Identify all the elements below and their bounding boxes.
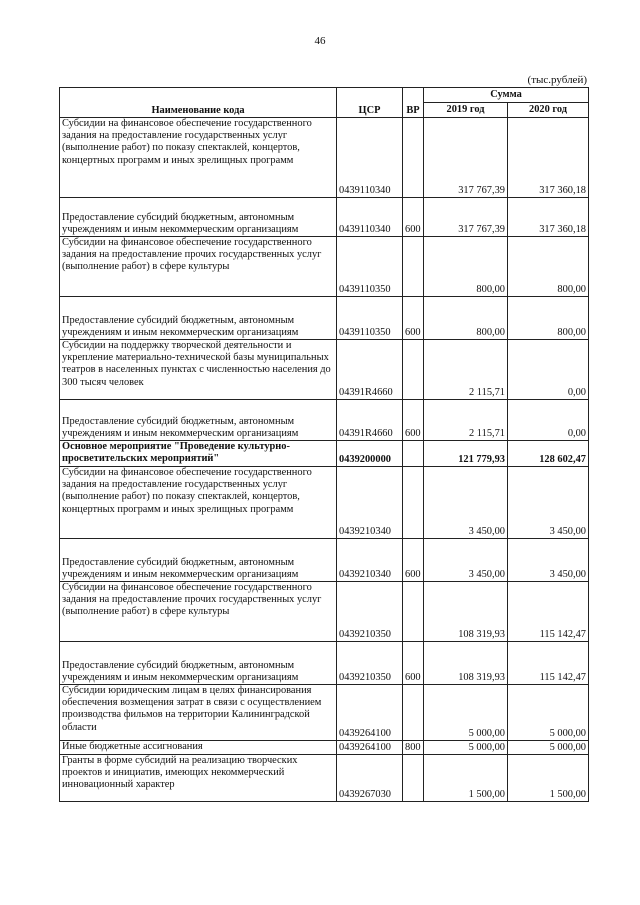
row-2020: 3 450,00 <box>508 467 589 539</box>
row-vr: 600 <box>403 539 424 582</box>
row-2019: 317 767,39 <box>424 198 508 237</box>
row-name: Субсидии на финансовое обеспечение государственного задания на предоставление прочих государственных услуг (выполнение работ) в сфере культуры <box>60 582 337 642</box>
row-csr: 0439110340 <box>337 118 403 198</box>
table-row <box>60 582 589 642</box>
row-csr: 0439200000 <box>337 441 403 467</box>
header-2019: 2019 год <box>424 103 508 118</box>
table-row <box>60 741 589 755</box>
row-vr <box>403 340 424 400</box>
row-csr: 0439210350 <box>337 582 403 642</box>
row-vr: 600 <box>403 400 424 441</box>
row-name: Основное мероприятие "Проведение культурно-просветительских мероприятий" <box>60 441 337 467</box>
row-vr <box>403 755 424 802</box>
row-2019: 800,00 <box>424 297 508 340</box>
row-name: Субсидии на финансовое обеспечение государственного задания на предоставление государственных услуг (выполнение работ) по показу спектаклей, концертов, концертных программ и иных зрелищных программ <box>60 118 337 198</box>
row-2020: 3 450,00 <box>508 539 589 582</box>
row-name: Предоставление субсидий бюджетным, автономным учреждениям и иным некоммерческим организациям <box>60 642 337 685</box>
row-vr <box>403 237 424 297</box>
row-2020: 5 000,00 <box>508 685 589 741</box>
table-row <box>60 400 589 441</box>
row-vr: 600 <box>403 198 424 237</box>
row-name: Предоставление субсидий бюджетным, автономным учреждениям и иным некоммерческим организациям <box>60 297 337 340</box>
row-2019: 108 319,93 <box>424 642 508 685</box>
row-vr: 600 <box>403 297 424 340</box>
row-2020: 800,00 <box>508 297 589 340</box>
row-2020: 0,00 <box>508 340 589 400</box>
row-2019: 1 500,00 <box>424 755 508 802</box>
table-row <box>60 198 589 237</box>
row-vr <box>403 582 424 642</box>
header-sum: Сумма <box>424 88 589 103</box>
row-2019: 2 115,71 <box>424 340 508 400</box>
row-csr: 0439110340 <box>337 198 403 237</box>
table-row <box>60 467 589 539</box>
row-name: Предоставление субсидий бюджетным, автономным учреждениям и иным некоммерческим организациям <box>60 198 337 237</box>
row-2020: 317 360,18 <box>508 198 589 237</box>
row-2020: 0,00 <box>508 400 589 441</box>
table-row <box>60 441 589 467</box>
row-2019: 800,00 <box>424 237 508 297</box>
row-2019: 317 767,39 <box>424 118 508 198</box>
row-2019: 3 450,00 <box>424 467 508 539</box>
row-2019: 108 319,93 <box>424 582 508 642</box>
row-name: Субсидии на поддержку творческой деятельности и укрепление материально-технической базы муниципальных театров в населенных пунктах с численностью населения до 300 тысяч человек <box>60 340 337 400</box>
row-vr <box>403 118 424 198</box>
row-csr: 0439264100 <box>337 685 403 741</box>
row-vr <box>403 441 424 467</box>
row-name: Субсидии на финансовое обеспечение государственного задания на предоставление государственных услуг (выполнение работ) по показу спектаклей, концертов, концертных программ и иных зрелищных программ <box>60 467 337 539</box>
row-2020: 115 142,47 <box>508 642 589 685</box>
row-2019: 5 000,00 <box>424 685 508 741</box>
row-csr: 0439264100 <box>337 741 403 755</box>
row-2020: 115 142,47 <box>508 582 589 642</box>
header-vr: ВР <box>403 88 424 118</box>
row-name: Субсидии юридическим лицам в целях финансирования обеспечения возмещения затрат в связи с осуществлением производства фильмов на территории Калининградской области <box>60 685 337 741</box>
header-name: Наименование кода <box>60 88 337 118</box>
row-2019: 3 450,00 <box>424 539 508 582</box>
row-vr <box>403 685 424 741</box>
row-2020: 1 500,00 <box>508 755 589 802</box>
row-vr: 800 <box>403 741 424 755</box>
row-2019: 121 779,93 <box>424 441 508 467</box>
table-row <box>60 755 589 802</box>
row-csr: 0439210350 <box>337 642 403 685</box>
table-row <box>60 340 589 400</box>
row-csr: 04391R4660 <box>337 340 403 400</box>
row-csr: 0439110350 <box>337 297 403 340</box>
header-2020: 2020 год <box>508 103 589 118</box>
row-csr: 0439210340 <box>337 539 403 582</box>
row-2020: 800,00 <box>508 237 589 297</box>
page-number: 46 <box>314 35 326 47</box>
row-name: Гранты в форме субсидий на реализацию творческих проектов и инициатив, имеющих некоммерческий инновационный характер <box>60 755 337 802</box>
row-2019: 5 000,00 <box>424 741 508 755</box>
table-row <box>60 685 589 741</box>
units-label: (тыс.рублей) <box>527 74 587 86</box>
row-name: Иные бюджетные ассигнования <box>60 741 337 755</box>
row-csr: 0439267030 <box>337 755 403 802</box>
header-csr: ЦСР <box>337 88 403 118</box>
row-2020: 5 000,00 <box>508 741 589 755</box>
table-row <box>60 539 589 582</box>
row-csr: 0439210340 <box>337 467 403 539</box>
row-vr <box>403 467 424 539</box>
budget-table <box>59 87 589 802</box>
row-2020: 128 602,47 <box>508 441 589 467</box>
row-2019: 2 115,71 <box>424 400 508 441</box>
row-2020: 317 360,18 <box>508 118 589 198</box>
table-row <box>60 237 589 297</box>
row-vr: 600 <box>403 642 424 685</box>
row-name: Субсидии на финансовое обеспечение государственного задания на предоставление прочих государственных услуг (выполнение работ) в сфере культуры <box>60 237 337 297</box>
row-csr: 0439110350 <box>337 237 403 297</box>
table-row <box>60 642 589 685</box>
row-csr: 04391R4660 <box>337 400 403 441</box>
table-row <box>60 118 589 198</box>
row-name: Предоставление субсидий бюджетным, автономным учреждениям и иным некоммерческим организациям <box>60 539 337 582</box>
row-name: Предоставление субсидий бюджетным, автономным учреждениям и иным некоммерческим организациям <box>60 400 337 441</box>
table-row <box>60 297 589 340</box>
